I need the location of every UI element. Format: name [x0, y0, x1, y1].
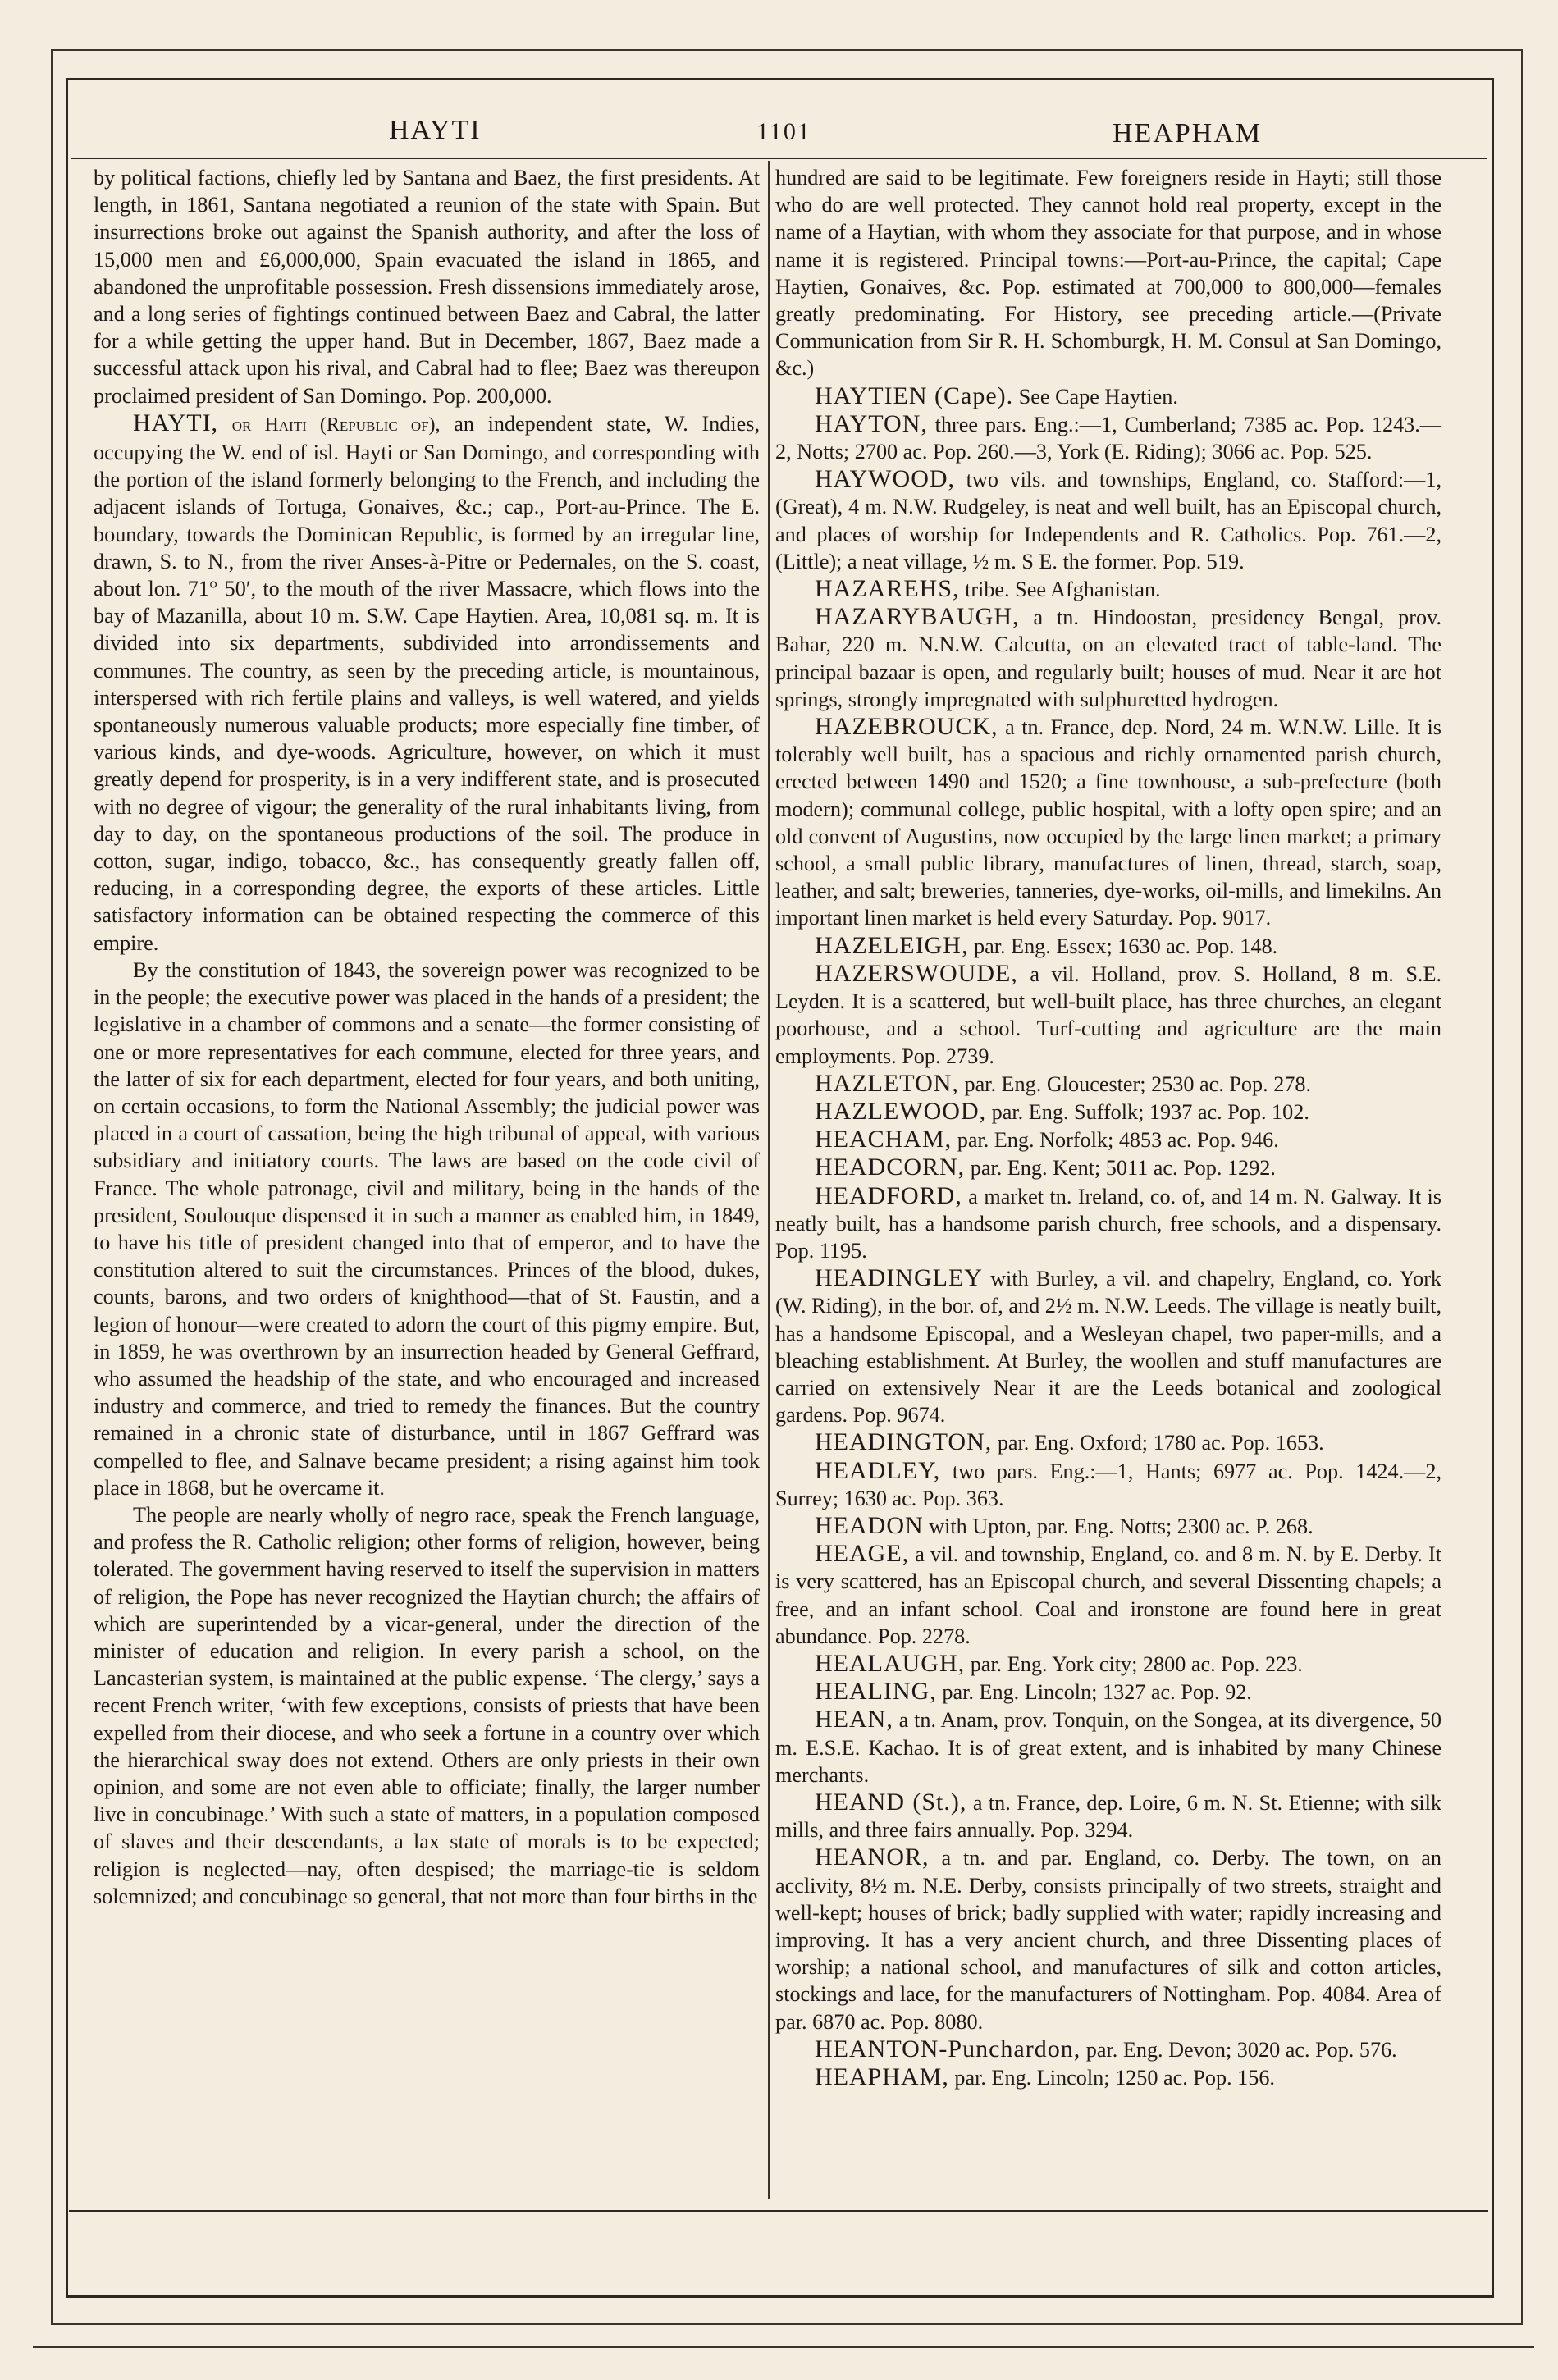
entry-text: par. Eng. Kent; 5011 ac. Pop. 1292. [970, 1156, 1276, 1181]
entry-text: a tn. Anam, prov. Tonquin, on the Songea, at its divergence, 50 m. E.S.E. Kachao. It is of great extent, and is inhabited by many Chinese merchants. [775, 1708, 1441, 1787]
page-number: 1101 [756, 118, 811, 145]
entry-headword: HEADCORN, [815, 1153, 966, 1181]
entry-headword: HAZEBROUCK, [815, 713, 998, 741]
entry-headword: HEAGE, [815, 1540, 910, 1568]
gazetteer-entry [775, 1457, 1441, 1512]
entry-text: a tn. France, dep. Loire, 6 m. N. St. Etienne; with silk mills, and three fairs annually. Pop. 3294. [775, 1790, 1441, 1843]
running-head-right: HEAPHAM [1113, 118, 1263, 148]
entry-headword: HAYWOOD, [815, 465, 956, 493]
gazetteer-entry [775, 1540, 1441, 1650]
entry-text: a tn. Hindoostan, presidency Bengal, prov. Bahar, 220 m. N.N.W. Calcutta, on an elevated tract of table-land. The principal bazaar is open, and regularly built; houses of mud. Near it are hot springs, strongly impregnated with sulphuretted hydrogen. [775, 605, 1442, 711]
gazetteer-entry [775, 1843, 1441, 2035]
entry-text: See Cape Haytien. [1018, 384, 1178, 409]
gazetteer-entry [775, 465, 1441, 575]
entry-text: par. Eng. Devon; 3020 ac. Pop. 576. [1085, 2037, 1397, 2062]
gazetteer-entries [775, 382, 1441, 2092]
page-bottom-rule [33, 2346, 1534, 2348]
entry-text: a tn. France, dep. Nord, 24 m. W.N.W. Lille. It is tolerably well built, has a spacious and richly ornamented parish church, erected between 1490 and 1520; a fine townhouse, a sub-prefecture (both modern); communal college, public hospital, with a lofty open spire; and an old convent of Augustins, now occupied by the large linen market; a primary school, a small public library, manufactures of linen, thread, starch, soap, leather, and salt; breweries, tanneries, dye-works, oil-mills, and limekilns. An important linen market is held every Saturday. Pop. 9017. [775, 715, 1441, 930]
entry-text: a vil. and township, England, co. and 8 m. N. by E. Derby. It is very scattered, has an Episcopal church, and several Dissenting chapels; a free, and an infant school. Coal and ironstone are found here in great abundance. Pop. 2278. [775, 1542, 1441, 1648]
entry-text: a tn. and par. England, co. Derby. The town, on an acclivity, 8½ m. N.E. Derby, consists principally of two streets, straight and well-kept; houses of brick; badly supplied with water; rapidly increasing and improving. It has a very ancient church, and three Dissenting places of worship; a national school, and manufactures of silk and cotton articles, stockings and lace, for the manufacturers of Nottingham. Pop. 4084. Area of par. 6870 ac. Pop. 8080. [775, 1846, 1442, 2034]
gazetteer-entry [775, 1428, 1441, 1456]
entry-headword: HEANTON-Punchardon, [815, 2035, 1081, 2063]
entry-headword: HEADINGTON, [815, 1428, 993, 1456]
running-head [69, 107, 1488, 164]
right-column [775, 164, 1441, 2091]
entry-text: two pars. Eng.:—1, Hants; 6977 ac. Pop. 1424.—2, Surrey; 1630 ac. Pop. 363. [775, 1459, 1441, 1510]
entry-headword: HAZLEWOOD, [815, 1097, 987, 1125]
entry-text: par. Eng. Lincoln; 1327 ac. Pop. 92. [942, 1680, 1252, 1705]
gazetteer-entry [775, 2063, 1441, 2091]
entry-text: par. Eng. Norfolk; 4853 ac. Pop. 946. [957, 1128, 1279, 1153]
paragraph-constitution: By the constitution of 1843, the sovereign power was recognized to be in the people; the executive power was placed in the hands of a president; the legislative in a chamber of commons and a senate—the former consisting of one or more representatives for each commune, elected for three years, and the latter of six for each department, elected for four years, and both uniting, on certain occasions, to form the National Assembly; the judicial power was placed in a court of cassation, being the high tribunal of appeal, with various subsidiary and initiatory courts. The laws are based on the code civil of France. The whole patronage, civil and military, being in the hands of the president, Soulouque dispensed it in such a manner as enabled him, in 1849, to have his title of president changed into that of emperor, and to have the constitution altered to suit the circumstances. Princes of the blood, dukes, counts, barons, and two orders of knighthood—that of St. Faustin, and a legion of honour—were created to adorn the court of this pigmy empire. But, in 1859, he was overthrown by an insurrection headed by General Geffrard, who assumed the headship of the state, and who encouraged and increased industry and commerce, and tried to remedy the finances. But the country remained in a chronic state of disturbance, until in 1867 Geffrard was compelled to flee, and Salnave became president; a rising against him took place in 1868, but he overcame it. [94, 957, 760, 1500]
entry-headword: HEADFORD, [815, 1181, 962, 1209]
entry-headword: HEAN, [815, 1706, 893, 1734]
entry-text: with Burley, a vil. and chapelry, England, co. York (W. Riding), in the bor. of, and 2½ m. N.W. Leeds. The village is neatly built, has a handsome Episcopal, and a Wesleyan chapel, two paper-mills, and a bleaching establishment. At Burley, the woollen and stuff manufactures are carried on extensively Near it are the Leeds botanical and zoological gardens. Pop. 9674. [775, 1267, 1442, 1428]
entry-headword: HEALAUGH, [815, 1649, 966, 1677]
left-column [94, 164, 760, 1910]
gazetteer-entry [775, 1650, 1441, 1678]
entry-headword: HEAND (St.), [815, 1788, 967, 1816]
entry-headword: HEALING, [815, 1678, 937, 1706]
entry-headword: HAYTON, [815, 409, 928, 437]
entry-text: par. Eng. York city; 2800 ac. Pop. 223. [970, 1651, 1303, 1676]
entry-headword: HAYTIEN (Cape). [815, 381, 1014, 409]
entry-headword: HEADINGLEY [815, 1264, 983, 1292]
entry-headword: HAZELEIGH, [815, 931, 969, 959]
footer-rule [69, 2210, 1488, 2212]
entry-headword: HEACHAM, [815, 1126, 953, 1153]
entry-hayti-republic [94, 409, 760, 957]
gazetteer-entry [775, 1706, 1441, 1788]
gazetteer-entry [775, 1788, 1441, 1843]
entry-text: tribe. See Afghanistan. [965, 578, 1161, 602]
gazetteer-entry [775, 410, 1441, 465]
entry-text: a market tn. Ireland, co. of, and 14 m. N. Galway. It is neatly built, has a handsome parish church, free schools, and a dispensary. Pop. 1195. [775, 1184, 1441, 1263]
gazetteer-entry [775, 603, 1441, 713]
paragraph-continuation-right: hundred are said to be legitimate. Few foreigners reside in Hayti; still those who do are well protected. They cannot hold real property, except in the name of a Haytian, with whom they associate for that purpose, and in whose name it is registered. Principal towns:—Port-au-Prince, the capital; Cape Haytien, Gonaives, &c. Pop. estimated at 700,000 to 800,000—females greatly predominating. For History, see preceding article.—(Private Communication from Sir R. H. Schomburgk, H. M. Consul at San Domingo, &c.) [775, 166, 1441, 381]
paragraph-people: The people are nearly wholly of negro race, speak the French language, and profess the R. Catholic religion; other forms of religion, however, being tolerated. The government having reserved to itself the supervision in matters of religion, the Pope has never recognized the Haytian church; the affairs of which are superintended by a vicar-general, under the direction of the minister of education and religion. In every parish a school, on the Lancasterian system, is maintained at the public expense. ‘The clergy,’ says a recent French writer, ‘with few exceptions, consists of priests that have been expelled from their diocese, and who seek a fortune in a country over which the hierarchical sway does not extend. Others are only priests in their own opinion, and some are not even able to officiate; finally, the larger number live in concubinage.’ With such a state of matters, in a population composed of slaves and their descendants, a lax state of morals is to be expected; religion is neglected—nay, often despised; the marriage-tie is seldom solemnized; and concubinage so general, that not more than four births in the [94, 1502, 760, 1908]
gazetteer-entry [775, 1070, 1441, 1098]
gazetteer-entry [775, 382, 1441, 410]
entry-text: a vil. Holland, prov. S. Holland, 8 m. S.E. Leyden. It is a scattered, but well-built place, has three churches, an elegant poorhouse, and a school. Turf-cutting and agriculture are the main employments. Pop. 2739. [775, 962, 1441, 1068]
gazetteer-entry [775, 575, 1441, 603]
entry-text: par. Eng. Lincoln; 1250 ac. Pop. 156. [954, 2066, 1275, 2090]
gazetteer-entry [775, 1264, 1441, 1428]
gazetteer-entry [775, 713, 1441, 932]
gazetteer-entry [775, 932, 1441, 960]
entry-text: par. Eng. Oxford; 1780 ac. Pop. 1653. [997, 1431, 1324, 1455]
gazetteer-entry [775, 1182, 1441, 1265]
gazetteer-entry [775, 2035, 1441, 2063]
entry-text: an independent state, W. Indies, occupying the W. end of isl. Hayti or San Domingo, and corresponding with the portion of the island formerly belonging to the French, and including the adjacent islands of Tortuga, Gonaives, &c.; cap., Port-au-Prince. The E. boundary, towards the Dominican Republic, is formed by an irregular line, drawn, S. to N., from the river Anses-à-Pitre or Pedernales, on the S. coast, about lon. 71° 50′, to the mouth of the river Massacre, which flows into the bay of Mazanilla, about 10 m. S.W. Cape Haytien. Area, 10,081 sq. m. It is divided into six departments, subdivided into arrondissements and communes. The country, as seen by the preceding article, is mountainous, interspersed with rich fertile plains and valleys, is well watered, and yields spontaneously numerous valuable products; more especially fine timber, of various kinds, and dye-woods. Agriculture, however, on which it must greatly depend for prosperity, is in a very indifferent state, and is prosecuted with no degree of vigour; the generality of the rural inhabitants living, from day to day, on the spontaneous productions of the soil. The produce in cotton, sugar, indigo, tobacco, &c., has consequently greatly fallen off, reducing, in a corresponding degree, the exports of these articles. Little satisfactory information can be obtained respecting the commerce of this empire. [94, 411, 760, 955]
paragraph-continuation: by political factions, chiefly led by Santana and Baez, the first presidents. At length, in 1861, Santana negotiated a reunion of the state with Spain. But insurrections broke out against the Spanish authority, and after the loss of 15,000 men and £6,000,000, Spain evacuated the island in 1865, and abandoned the unprofitable possession. Fresh dissensions immediately arose, and a long series of fightings continued between Baez and Cabral, the latter for a while getting the upper hand. But in December, 1867, Baez made a successful attack upon his rival, and Cabral had to flee; Baez was thereupon proclaimed president of San Domingo. Pop. 200,000. [94, 166, 760, 408]
entry-subhead: or Haiti (Republic of), [231, 413, 441, 436]
gazetteer-entry [775, 1126, 1441, 1153]
entry-text: par. Eng. Gloucester; 2530 ac. Pop. 278. [964, 1071, 1312, 1096]
entry-text: three pars. Eng.:—1, Cumberland; 7385 ac. Pop. 1243.—2, Notts; 2700 ac. Pop. 260.—3, York (E. Riding); 3066 ac. Pop. 525. [775, 412, 1441, 464]
entry-headword: HEADON [815, 1511, 924, 1539]
gazetteer-entry [775, 960, 1441, 1070]
gazetteer-entry [775, 1153, 1441, 1181]
column-divider [768, 161, 770, 2199]
entry-text: two vils. and townships, England, co. Stafford:—1, (Great), 4 m. N.W. Rudgeley, is neat and well built, has an Episcopal church, and places of worship for Independents and R. Catholics. Pop. 761.—2, (Little); a neat village, ½ m. S E. the former. Pop. 519. [775, 468, 1441, 573]
entry-headword: HAZAREHS, [815, 575, 960, 603]
entry-headword: HAZLETON, [815, 1069, 959, 1097]
entry-headword: HEADLEY, [815, 1456, 941, 1484]
gazetteer-entry [775, 1512, 1441, 1540]
entry-text: with Upton, par. Eng. Notts; 2300 ac. P. 268. [929, 1514, 1314, 1538]
gazetteer-entry [775, 1098, 1441, 1126]
running-head-left: HAYTI [389, 115, 482, 145]
entry-text: par. Eng. Suffolk; 1937 ac. Pop. 102. [991, 1099, 1309, 1124]
entry-headword: HEAPHAM, [815, 2063, 949, 2091]
entry-headword: HAYTI, [133, 409, 219, 436]
gazetteer-entry [775, 1678, 1441, 1706]
entry-headword: HEANOR, [815, 1843, 930, 1871]
entry-headword: HAZERSWOUDE, [815, 959, 1018, 987]
entry-headword: HAZARYBAUGH, [815, 603, 1020, 631]
entry-text: par. Eng. Essex; 1630 ac. Pop. 148. [974, 934, 1278, 958]
header-rule [71, 158, 1487, 159]
